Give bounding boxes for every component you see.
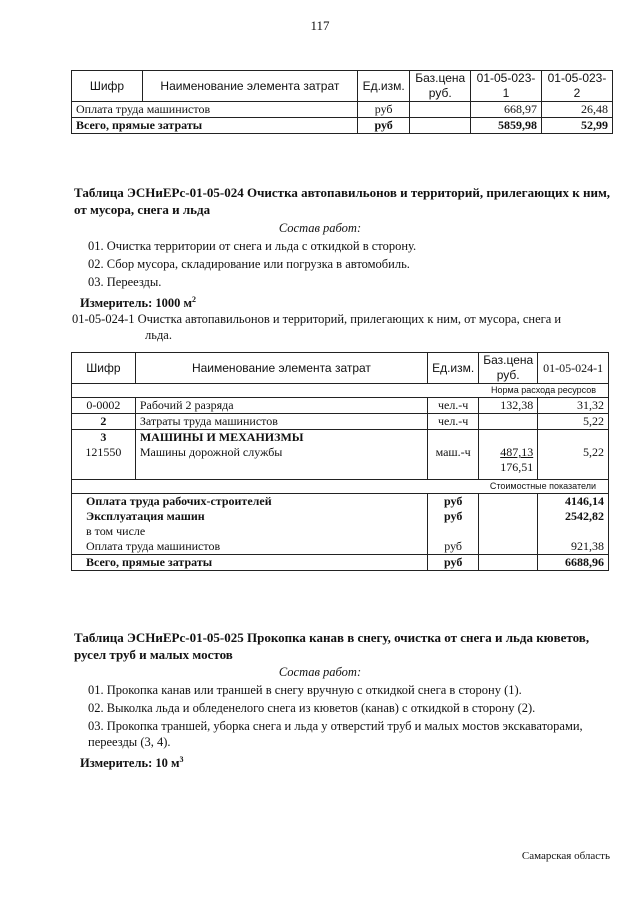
header-col1: 01-05-024-1 [538, 353, 609, 384]
table-01-05-024 [71, 352, 609, 571]
header-name: Наименование элемента затрат [142, 71, 357, 102]
row-code: 121550 [72, 445, 136, 479]
row-unit: чел.-ч [428, 414, 479, 430]
cost-label: Стоимостные показатели [72, 479, 609, 493]
cost-unit: руб [428, 554, 479, 570]
table-row [72, 430, 609, 446]
header-col2: 01-05-023-2 [541, 71, 612, 102]
row-code: 2 [72, 414, 136, 430]
code-description-line2: льда. [145, 328, 172, 342]
table-01-05-023 [71, 70, 613, 134]
row-unit: руб [357, 102, 410, 118]
row-value-1: 668,97 [471, 102, 542, 118]
measure-sup: 3 [179, 755, 184, 764]
work-item-continuation: переезды (3, 4). [88, 735, 171, 749]
row-price [479, 414, 538, 430]
footer-region: Самарская область [521, 850, 610, 862]
row-value: 5,22 [538, 445, 609, 479]
table-row [72, 554, 609, 570]
row-value: 31,32 [538, 398, 609, 414]
work-item: 01. Очистка территории от снега и льда с откидкой в сторону. [88, 239, 417, 253]
works-heading: Состав работ: [278, 665, 362, 679]
cost-unit: руб [428, 539, 479, 555]
header-code: Шифр [72, 71, 143, 102]
header-price: Баз.цена руб. [410, 71, 471, 102]
header-name: Наименование элемента затрат [135, 353, 427, 384]
header-unit: Ед.изм. [357, 71, 410, 102]
cost-name: Всего, прямые затраты [72, 554, 428, 570]
table-row [72, 118, 613, 134]
row-code: 0-0002 [72, 398, 136, 414]
header-price: Баз.цена руб. [479, 353, 538, 384]
row-unit: руб [357, 118, 410, 134]
cost-unit: руб [428, 509, 479, 524]
work-item: 02. Сбор мусора, складирование или погрузка в автомобиль. [88, 257, 410, 271]
cost-value: 921,38 [538, 539, 609, 555]
cost-name: в том числе [72, 524, 428, 539]
table-row [72, 493, 609, 509]
row-name: Рабочий 2 разряда [135, 398, 427, 414]
work-item: 02. Выколка льда и обледенелого снега из кюветов (канав) с откидкой в сторону (2). [88, 701, 536, 715]
header-code: Шифр [72, 353, 136, 384]
table-title-line1: Таблица ЭСНиЕРс-01-05-024 Очистка автопавильонов и территорий, прилегающих к ним, [74, 185, 611, 200]
cost-name: Эксплуатация машин [72, 509, 428, 524]
row-unit: чел.-ч [428, 398, 479, 414]
table-title-line2: от мусора, снега и льда [74, 202, 211, 217]
header-col1: 01-05-023-1 [471, 71, 542, 102]
cost-name: Оплата труда рабочих-строителей [72, 493, 428, 509]
row-code: 3 [72, 430, 136, 446]
table-row [72, 102, 613, 118]
row-value-2: 26,48 [541, 102, 612, 118]
row-price: 487,13 [500, 445, 534, 459]
row-name: Затраты труда машинистов [135, 414, 427, 430]
row-name: Всего, прямые затраты [72, 118, 358, 134]
work-item: 03. Прокопка траншей, уборка снега и льда у отверстий труб и малых мостов экскаваторами, [88, 719, 583, 733]
table-row [72, 539, 609, 555]
cost-name: Оплата труда машинистов [72, 539, 428, 555]
header-unit: Ед.изм. [428, 353, 479, 384]
table-row [72, 398, 609, 414]
cost-unit: руб [428, 493, 479, 509]
row-price-machinist: 176,51 [500, 460, 534, 474]
row-unit: маш.-ч [428, 445, 479, 479]
table-row [72, 524, 609, 539]
row-name: МАШИНЫ И МЕХАНИЗМЫ [135, 430, 427, 446]
table-row [72, 445, 609, 479]
cost-value: 2542,82 [538, 509, 609, 524]
row-value-1: 5859,98 [471, 118, 542, 134]
row-name: Машины дорожной службы [135, 445, 427, 479]
work-item: 03. Переезды. [88, 275, 162, 289]
measure-label: Измеритель: 10 м [80, 756, 180, 771]
table-title-line2: русел труб и малых мостов [74, 647, 233, 662]
page-number: 117 [310, 18, 330, 33]
table-row [72, 414, 609, 430]
cost-value: 4146,14 [538, 493, 609, 509]
row-name: Оплата труда машинистов [72, 102, 358, 118]
code-description-line1: 01-05-024-1 Очистка автопавильонов и территорий, прилегающих к ним, от мусора, снега и [72, 312, 562, 326]
measure [80, 752, 184, 771]
table-title-line1: Таблица ЭСНиЕРс-01-05-025 Прокопка канав в снегу, очистка от снега и льда кюветов, [74, 630, 590, 645]
work-item: 01. Прокопка канав или траншей в снегу вручную с откидкой снега в сторону (1). [88, 683, 522, 697]
measure [80, 292, 196, 311]
norm-label: Норма расхода ресурсов [72, 384, 609, 398]
measure-sup: 2 [192, 295, 197, 304]
row-price: 132,38 [479, 398, 538, 414]
works-heading: Состав работ: [278, 221, 362, 235]
row-value: 5,22 [538, 414, 609, 430]
cost-value: 6688,96 [538, 554, 609, 570]
row-value-2: 52,99 [541, 118, 612, 134]
table-row [72, 509, 609, 524]
measure-label: Измеритель: 1000 м [80, 296, 193, 311]
